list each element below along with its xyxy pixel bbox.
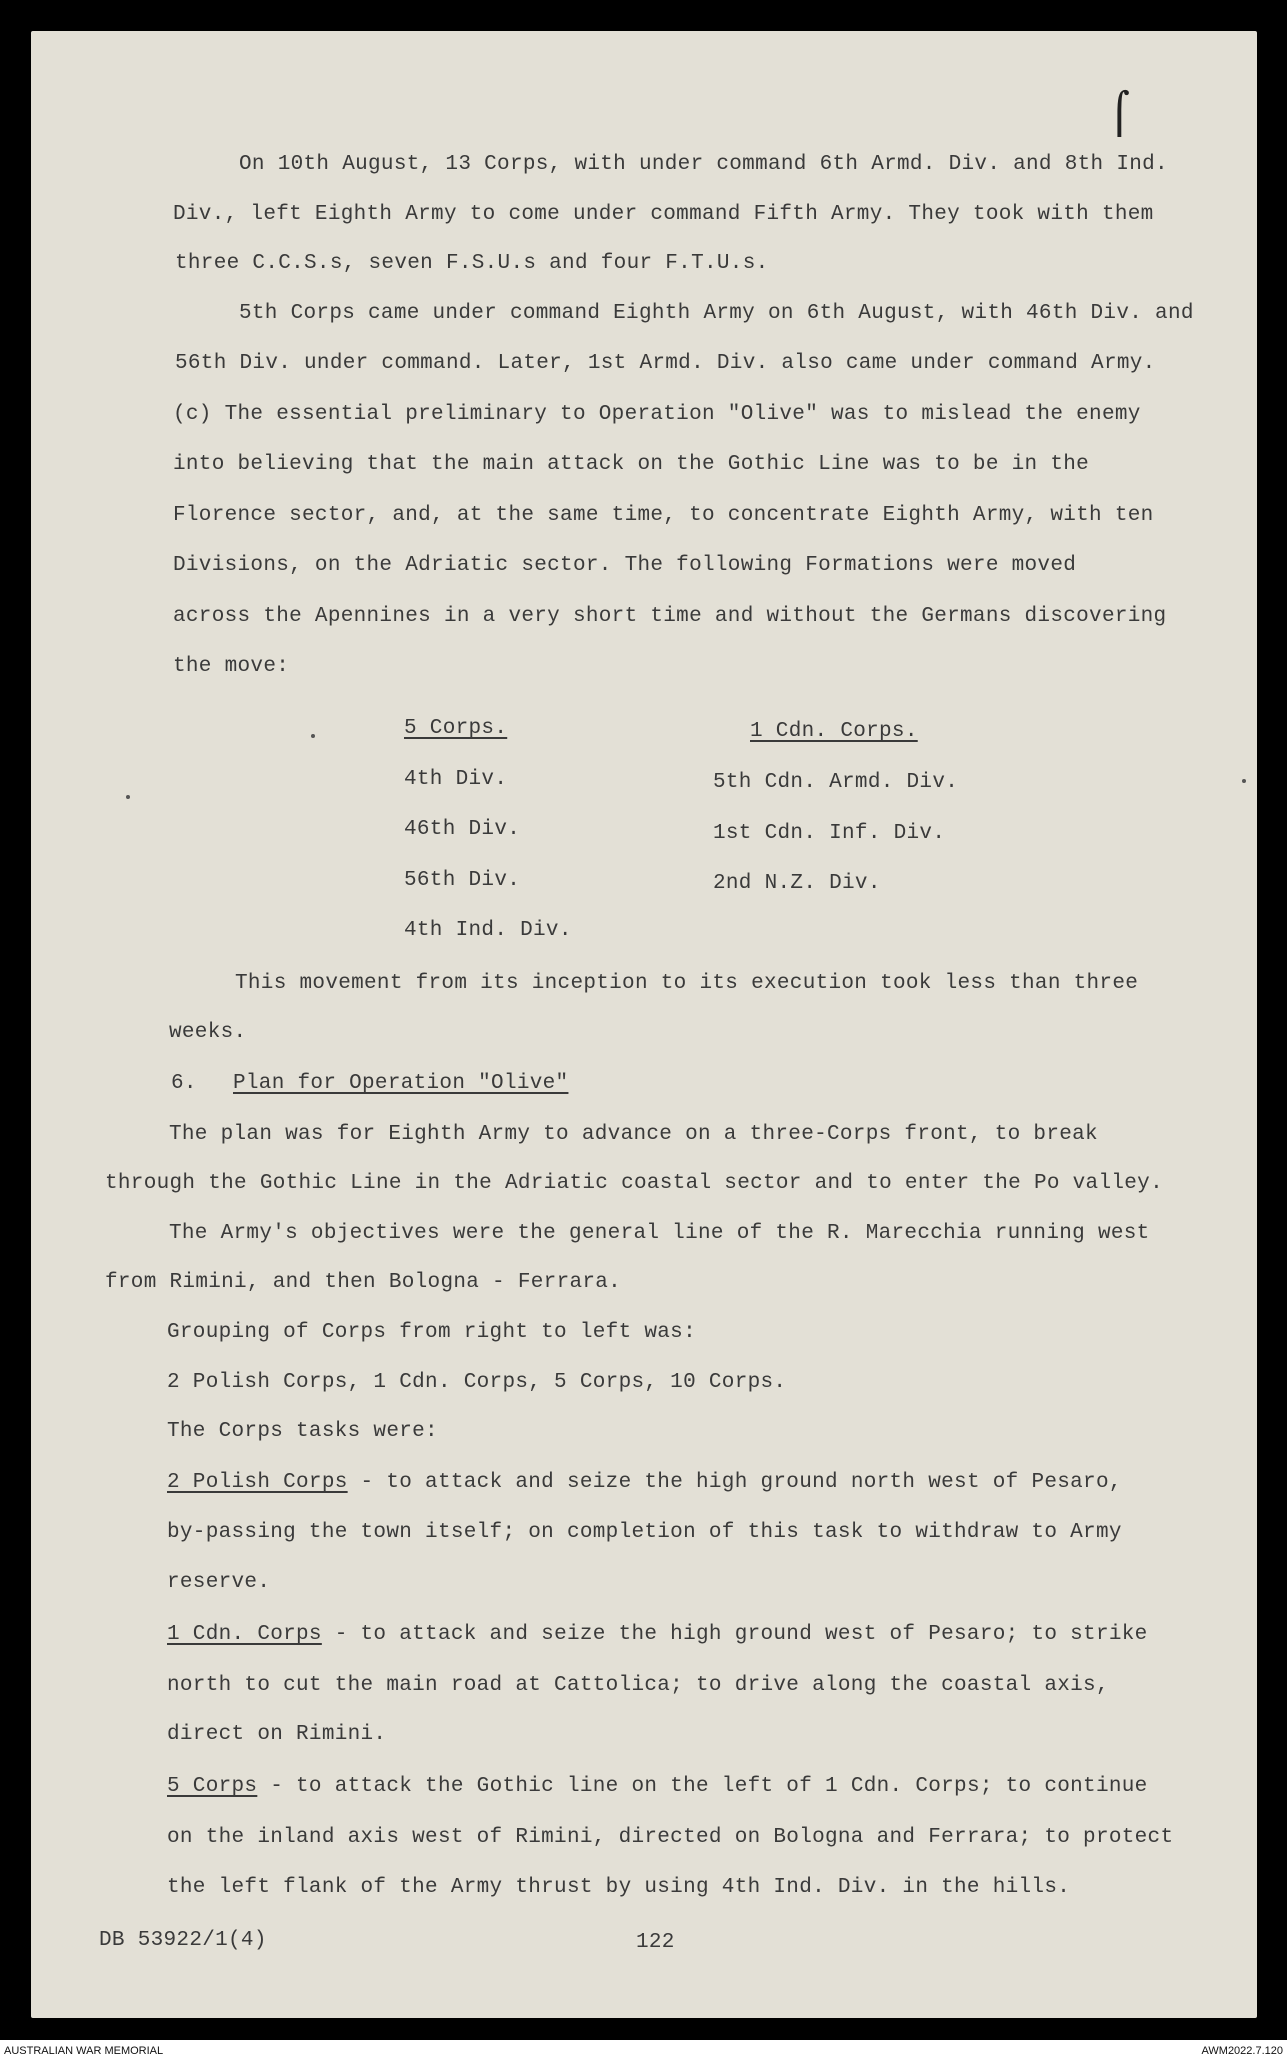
text-line: Div., left Eighth Army to come under command Fifth Army. They took with them [173, 203, 1154, 226]
formation-item: 4th Ind. Div. [404, 919, 572, 942]
text-line: Divisions, on the Adriatic sector. The following Formations were moved [173, 554, 1077, 577]
text-line: across the Apennines in a very short time and without the Germans discovering [173, 605, 1167, 628]
task-label: 5 Corps [167, 1775, 258, 1798]
task-label: 2 Polish Corps [167, 1471, 348, 1494]
text-line: On 10th August, 13 Corps, with under command 6th Armd. Div. and 8th Ind. [239, 153, 1168, 176]
text-line: weeks. [169, 1021, 247, 1044]
formation-item: 1st Cdn. Inf. Div. [713, 822, 946, 845]
text-line: Grouping of Corps from right to left was: [167, 1321, 696, 1344]
formation-item: 46th Div. [404, 818, 521, 841]
task-5-corps-line [167, 1775, 1148, 1798]
text-line: by-passing the town itself; on completion of this task to withdraw to Army [167, 1521, 1122, 1544]
text-line: three C.C.S.s, seven F.S.U.s and four F.T.U.s. [175, 252, 769, 275]
formation-item: 5th Cdn. Armd. Div. [713, 771, 959, 794]
text-line: the left flank of the Army thrust by using 4th Ind. Div. in the hills. [167, 1876, 1071, 1899]
task-text: - to attack and seize the high ground north west of Pesaro, [347, 1471, 1122, 1494]
page-number: 122 [636, 1931, 675, 1954]
document-reference: DB 53922/1(4) [99, 1929, 267, 1952]
text-line: into believing that the main attack on the Gothic Line was to be in the [173, 453, 1090, 476]
task-label: 1 Cdn. Corps [167, 1623, 322, 1646]
formation-heading-1-cdn-corps: 1 Cdn. Corps. [750, 720, 918, 743]
formation-item: 56th Div. [404, 869, 521, 892]
archive-footer [0, 2040, 1287, 2061]
text-line: The plan was for Eighth Army to advance on a three-Corps front, to break [169, 1123, 1098, 1146]
section-title: Plan for Operation "Olive" [233, 1072, 569, 1095]
text-line: the move: [173, 655, 290, 678]
text-line: direct on Rimini. [167, 1723, 387, 1746]
text-line: (c) The essential preliminary to Operation "Olive" was to mislead the enemy [173, 403, 1141, 426]
text-line: 2 Polish Corps, 1 Cdn. Corps, 5 Corps, 10 Corps. [167, 1371, 787, 1394]
archive-id: AWM2022.7.120 [1201, 2045, 1283, 2057]
text-line: from Rimini, and then Bologna - Ferrara. [105, 1271, 622, 1294]
text-line: reserve. [167, 1571, 271, 1594]
formation-item: 2nd N.Z. Div. [713, 872, 881, 895]
task-polish-line [167, 1471, 1122, 1494]
text-line: This movement from its inception to its execution took less than three [235, 972, 1139, 995]
task-text: - to attack the Gothic line on the left of 1 Cdn. Corps; to continue [257, 1775, 1148, 1798]
text-line: on the inland axis west of Rimini, directed on Bologna and Ferrara; to protect [167, 1826, 1174, 1849]
text-line: The Army's objectives were the general line of the R. Marecchia running west [169, 1222, 1150, 1245]
document-page [31, 31, 1257, 2018]
paper-speck [1242, 779, 1246, 783]
text-line: The Corps tasks were: [167, 1420, 438, 1443]
paper-speck [126, 795, 130, 799]
paper-tear-mark: ⌠ [1109, 91, 1130, 137]
formation-heading-5-corps: 5 Corps. [404, 717, 508, 740]
text-line: Florence sector, and, at the same time, to concentrate Eighth Army, with ten [173, 504, 1154, 527]
text-line: 5th Corps came under command Eighth Army on 6th August, with 46th Div. and [239, 302, 1194, 325]
archive-name: AUSTRALIAN WAR MEMORIAL [4, 2045, 164, 2057]
formation-item: 4th Div. [404, 768, 508, 791]
task-text: - to attack and seize the high ground west of Pesaro; to strike [321, 1623, 1148, 1646]
section-number: 6. [171, 1072, 197, 1095]
text-line: north to cut the main road at Cattolica; to drive along the coastal axis, [167, 1674, 1109, 1697]
text-line: 56th Div. under command. Later, 1st Armd. Div. also came under command Army. [175, 352, 1156, 375]
paper-speck [311, 734, 315, 738]
text-line: through the Gothic Line in the Adriatic coastal sector and to enter the Po valley. [105, 1172, 1163, 1195]
task-cdn-line [167, 1623, 1148, 1646]
